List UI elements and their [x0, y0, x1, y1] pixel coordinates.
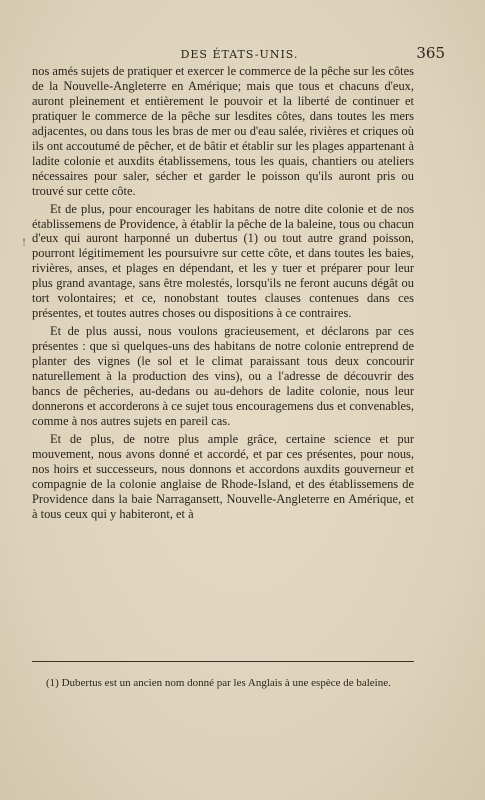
paragraph-3: Et de plus aussi, nous voulons gracieusement, et déclarons par ces présentes : que si quelques-uns des habitans de notre colonie entreprend de planter des vignes (le sol et le climat paraissant tous deux concourir naturellement à la production des vins), ou a l'adresse de découvrir des bancs de pêcheries, au-dedans ou au-dehors de ladite colonie, nous leur donnerons et accorderons à ce sujet tous encouragemens dus et convenables, comme à nos autres sujets en pareil cas. — [32, 324, 414, 428]
running-title: DES ÉTATS-UNIS. — [180, 48, 299, 61]
running-head — [34, 44, 445, 64]
margin-mark: ! — [22, 238, 27, 249]
footnote-text: (1) Dubertus est un ancien nom donné par les Anglais à une espèce de baleine. — [46, 677, 391, 689]
footnote-rule — [32, 661, 414, 662]
footnote — [32, 676, 414, 690]
paragraph-4: Et de plus, de notre plus ample grâce, certaine science et pur mouvement, nous avons donné et accordé, et par ces présentes, pour nous, nos hoirs et successeurs, nous donnons et accordons auxdits gouverneur et compagnie de la colonie anglaise de Rhode-Island, et des établissemens de Providence dans la baie Narragansett, Nouvelle-Angleterre en Amérique, et à tous ceux qui y habiteront, et à — [32, 431, 414, 521]
paragraph-1: nos amés sujets de pratiquer et exercer le commerce de la pêche sur les côtes de la Nouvelle-Angleterre en Amérique; mais que tous et chacuns d'eux, auront pleinement et entièrement le pouvoir et la liberté de continuer et pratiquer le commerce de la pêche sur lesdites côtes, dans toutes les mers adjacentes, ou dans tous les bras de mer ou d'eau salée, rivières et criques où ils ont accoutumé de pêcher, et de bâtir et établir sur les plages appartenant à ladite colonie et auxdits établissemens, tous les quais, chantiers ou ateliers nécessaires pour saler, sécher et garder le poisson qu'ils auront pris ou trouvé sur cette côte. — [32, 64, 414, 198]
page-number: 365 — [416, 44, 445, 62]
body-text — [32, 64, 414, 525]
paragraph-2: Et de plus, pour encourager les habitans de notre dite colonie et de nos établissemens de Providence, à établir la pêche de la baleine, tous ou chacun d'eux qui auront harponné un dubertus (1) ou tout autre grand poisson, pourront légitimement les poursuivre sur cette côte, et dans toutes les baies, rivières, anses, et plages en dépendant, et les y tuer et préparer pour leur plus grand avantage, sans être molestés, lorsqu'ils ne feront aucuns dégât ou tort volontaires; et ce, nonobstant toutes clauses contenues dans ces présentes, et toutes autres choses ou dispositions à ce contraires. — [32, 201, 414, 321]
